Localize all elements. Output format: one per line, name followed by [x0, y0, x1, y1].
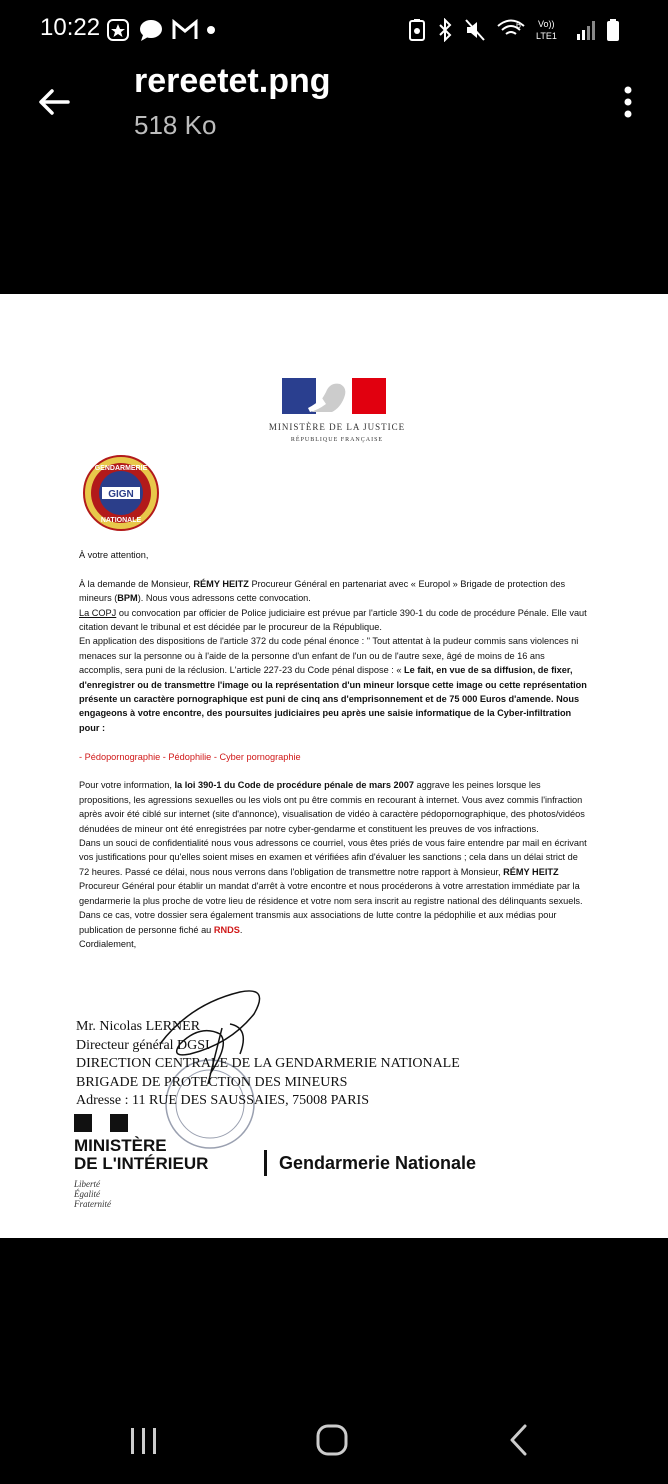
closing: Cordialement, [79, 938, 137, 949]
signatory-direction: DIRECTION CENTRALE DE LA GENDARMERIE NATIONALE [76, 1056, 460, 1071]
offenses-list: - Pédopornographie - Pédophilie - Cyber pornographie [79, 751, 301, 762]
paragraph-4: Pour votre information, la loi 390-1 du Code de procédure pénale de mars 2007 aggrave les peines lorsque les propositions, les agressions sexuelles ou les viols ont pu être commis en recourant à internet. Vous avez commis l'infraction après avoir été ciblé sur internet (site d'annonce), visualisation de vidéo à caractère pédopornographique, des photos/vidéos dénudées de mineur ont été enregistrées par notre cyber-gendarme et constituent les preuves de vos infractions. [79, 780, 585, 834]
app-notification-icon [106, 18, 130, 42]
paragraph-1: À la demande de Monsieur, RÉMY HEITZ Procureur Général en partenariat avec « Europol » Brigade de protection des mineurs (BPM). Nous vous adressons cette convocation. [79, 578, 566, 604]
ministry-interior-line1: MINISTÈRE [74, 1136, 167, 1155]
svg-text:GENDARMERIE: GENDARMERIE [94, 465, 148, 472]
marianne-logo [282, 378, 386, 414]
volte-icon [536, 17, 566, 43]
signatory-name: Mr. Nicolas LERNER [76, 1019, 201, 1034]
signal-strength-icon [576, 19, 596, 41]
republique-label: RÉPUBLIQUE FRANÇAISE [290, 437, 384, 443]
mute-icon [464, 18, 486, 42]
handwritten-signature [150, 984, 280, 1094]
chat-bubble-icon [138, 18, 164, 42]
ministry-interior-logo [74, 1114, 208, 1209]
motto-fraternite: Fraternité [74, 1199, 111, 1209]
paragraph-3: En application des dispositions de l'article 372 du code pénal énonce : " Tout attentat à la pudeur commis sans violences ni menaces sur la personne ou à l'aide de la personne d'un enfant de l'un ou de l'autre sexe, âgé de moins de 16 ans accomplis, sera puni de la réclusion. L'article 227-23 du Code pénal dispose : « Le fait, en vue de sa diffusion, de fixer, d'enregistrer ou de transmettre l'image ou la représentation d'un mineur lorsque cette image ou cette représentation présente un caractère pornographique est puni de cinq ans d'emprisonnement et de 75 000 Euros d'amende. Nous engageons à votre encontre, des poursuites judiciaires peu après une saisie informatique de la Cyber-infiltration pour : [79, 636, 587, 733]
wifi-icon [496, 18, 526, 42]
file-name: rereetet.png [134, 62, 331, 100]
home-icon[interactable] [316, 1424, 348, 1456]
notification-icons [106, 16, 216, 44]
lte-label: LTE1 [536, 31, 557, 41]
volte-label: Vo)) [538, 19, 555, 29]
paragraph-5: Dans un souci de confidentialité nous vous adressons ce courriel, vous êtes priés de vous faire entendre par mail en écrivant vos justifications pour qu'elles soient mises en examen et vérifiées afin d'évaluer les sanctions ; cela dans un délai strict de 72 heures. Passé ce délai, nous nous verrons dans l'obligation de transmettre notre rapport à Monsieur, RÉMY HEITZ Procureur Général pour établir un mandat d'arrêt à votre encontre et nous procéderons à votre arrestation immédiate par la gendarmerie la plus proche de votre lieu de résidence et votre nom sera inscrit au registre national des délinquants sexuels. Dans ce cas, votre dossier sera également transmis aux associations de lutte contre la pédophilie et aux médias pour publication de personne fiché au RNDS. [79, 838, 587, 935]
gmail-icon [172, 19, 198, 41]
nav-back-icon[interactable] [508, 1424, 530, 1456]
ministry-of-justice-label: MINISTÈRE DE LA JUSTICE [268, 422, 406, 432]
system-navigation-bar [0, 1400, 668, 1484]
more-notifications-dot-icon [206, 25, 216, 35]
wifi-label: 6 [516, 20, 522, 30]
status-time: 10:22 [40, 14, 101, 41]
file-size: 518 Ko [134, 110, 217, 140]
viewer-app-bar [0, 60, 668, 160]
battery-icon [606, 18, 620, 42]
paragraph-2: La COPJ ou convocation par officier de Police judiciaire est prévue par l'article 390-1 du code de procédure Pénale. Elle vaut citation devant le tribunal et est décidée par le procureur de la République. [79, 607, 587, 633]
motto-egalite: Égalité [74, 1189, 100, 1199]
back-arrow-icon[interactable] [34, 82, 74, 122]
recent-apps-icon[interactable] [128, 1426, 160, 1456]
more-options-icon[interactable] [618, 84, 638, 124]
letter-body [79, 548, 589, 951]
gign-logo [82, 454, 160, 532]
ministry-interior-line2: DE L'INTÉRIEUR [74, 1154, 209, 1173]
signatory-brigade: BRIGADE DE PROTECTION DES MINEURS [76, 1074, 348, 1090]
gendarmerie-nationale-label: Gendarmerie Nationale [264, 1150, 476, 1176]
signatory-title: Directeur général DGSI [76, 1037, 210, 1053]
bluetooth-icon [436, 18, 454, 42]
signatory-address: Adresse : 11 RUE DES SAUSSAIES, 75008 PARIS [76, 1093, 370, 1108]
greeting: À votre attention, [79, 550, 149, 560]
svg-text:GIGN: GIGN [108, 489, 134, 500]
svg-text:NATIONALE: NATIONALE [100, 517, 142, 524]
motto-liberte: Liberté [74, 1179, 100, 1189]
status-bar [0, 0, 668, 60]
battery-saver-icon [408, 18, 426, 42]
marianne-small-icon [74, 1114, 128, 1132]
document-image[interactable] [0, 294, 668, 1238]
system-icons [408, 16, 620, 44]
